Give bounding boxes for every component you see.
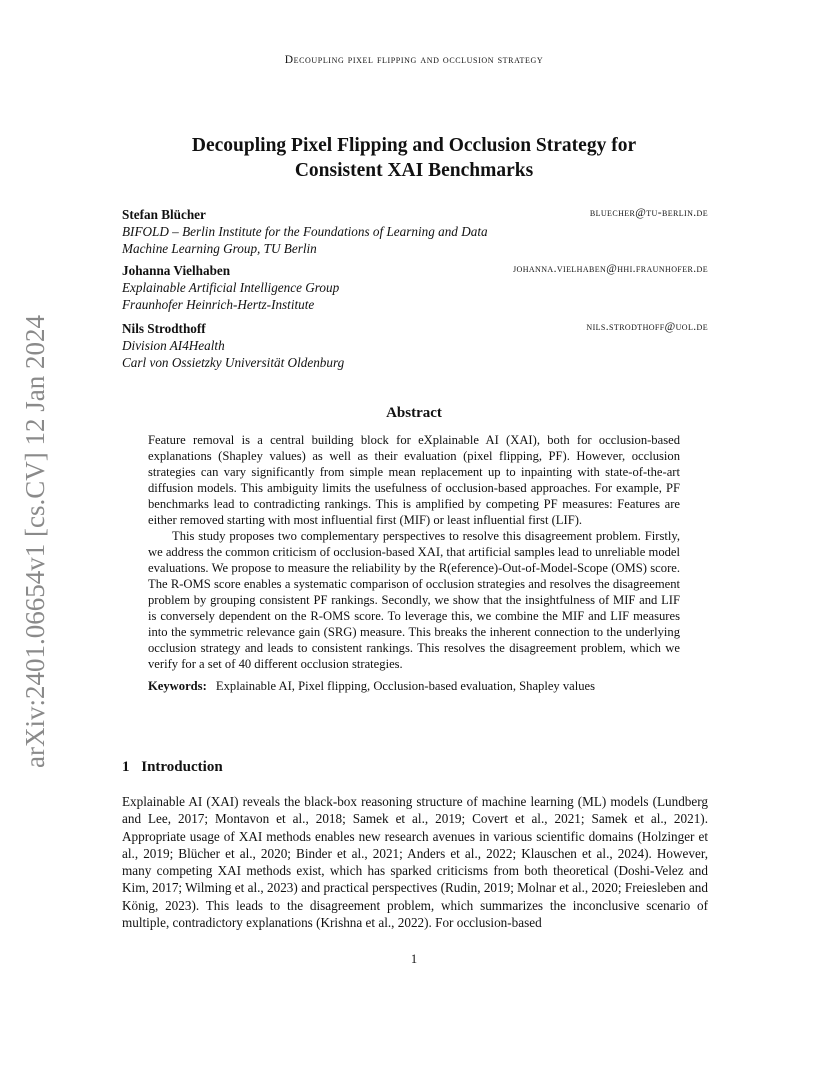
author-affiliation: Explainable Artificial Intelligence Group: [122, 280, 340, 295]
title-line-1: Decoupling Pixel Flipping and Occlusion Strategy for: [191, 135, 637, 156]
author-email[interactable]: bluecher@tu-berlin.de: [589, 207, 708, 219]
author-block-1: [122, 207, 708, 257]
author-name: Nils Strodthoff: [122, 321, 206, 336]
section-number: 1: [122, 759, 130, 775]
keywords-line: [148, 678, 680, 694]
author-affiliation: Division AI4Health: [122, 338, 225, 353]
running-head: Decoupling pixel flipping and occlusion strategy: [284, 54, 544, 66]
keywords-label: Keywords:: [148, 679, 207, 693]
introduction-body: [122, 793, 708, 931]
abstract-paragraph-1: Feature removal is a central building block for eXplainable AI (XAI), both for occlusion-based explanations (Shapley values) as well as their evaluation (pixel flipping, PF). However, occlusion strategies can vary significantly from simple mean replacement up to inpainting with state-of-the-art diffusion models. This ambiguity limits the usefulness of occlusion-based approaches. For example, PF benchmarks lead to contradicting rankings. This is amplified by competing PF measures: Features are either removed starting with most influential first (MIF) or least influential first (LIF).: [148, 433, 680, 527]
author-block-3: [122, 321, 708, 371]
author-name: Stefan Blücher: [122, 207, 206, 222]
author-name: Johanna Vielhaben: [122, 263, 231, 278]
introduction-paragraph: Explainable AI (XAI) reveals the black-box reasoning structure of machine learning (ML) models (Lundberg and Lee, 2017; Montavon et al., 2018; Samek et al., 2019; Covert et al., 2021; Samek et al., 2021). Appropriate usage of XAI methods enables new research avenues in various scientific domains (Holzinger et al., 2019; Blücher et al., 2020; Binder et al., 2021; Anders et al., 2022; Klauschen et al., 2024). However, many competing XAI methods exist, which has sparked criticisms from both theoretical (Doshi-Velez and Kim, 2017; Wilming et al., 2023) and practical perspectives (Rudin, 2019; Molnar et al., 2020; Freiesleben and König, 2023). This leads to the disagreement problem, which summarizes the inconclusive scenario of multiple, contradictory explanations (Krishna et al., 2022). For occlusion-based: [122, 794, 708, 931]
section-heading-introduction: [122, 759, 223, 776]
arxiv-identifier[interactable]: arXiv:2401.06654v1 [cs.CV] 12 Jan 2024: [20, 315, 50, 768]
author-affiliation: Machine Learning Group, TU Berlin: [122, 241, 317, 256]
author-affiliation: Fraunhofer Heinrich-Hertz-Institute: [122, 297, 315, 312]
abstract-body: [148, 432, 680, 694]
section-title: Introduction: [141, 759, 223, 775]
author-block-2: [122, 263, 708, 313]
paper-title: [0, 133, 828, 183]
abstract-paragraph-2: This study proposes two complementary perspectives to resolve this disagreement problem. Firstly, we address the common criticism of occlusion-based XAI, that artificial samples lead to unreliable model evaluations. We propose to measure the reliability by the R(eference)-Out-of-Model-Scope (OMS) score. The R-OMS score enables a systematic comparison of occlusion strategies and resolves the disagreement problem by grouping consistent PF rankings. Secondly, we show that the insightfulness of MIF and LIF is conversely dependent on the R-OMS score. To leverage this, we combine the MIF and LIF measures into the symmetric relevance gain (SRG) measure. This breaks the inherent connection to the underlying occlusion strategy and leads to consistent rankings. This resolves the disagreement problem, which we verify for a set of 40 different occlusion strategies.: [148, 529, 680, 671]
page-number: 1: [410, 952, 418, 966]
title-line-2: Consistent XAI Benchmarks: [294, 160, 534, 181]
author-email[interactable]: nils.strodthoff@uol.de: [586, 321, 708, 333]
author-email[interactable]: johanna.vielhaben@hhi.fraunhofer.de: [513, 263, 708, 275]
abstract-heading: Abstract: [386, 405, 442, 421]
keywords-list: Explainable AI, Pixel flipping, Occlusion-based evaluation, Shapley values: [215, 679, 596, 693]
author-affiliation: BIFOLD – Berlin Institute for the Foundations of Learning and Data: [122, 224, 488, 239]
author-affiliation: Carl von Ossietzky Universität Oldenburg: [122, 355, 345, 370]
